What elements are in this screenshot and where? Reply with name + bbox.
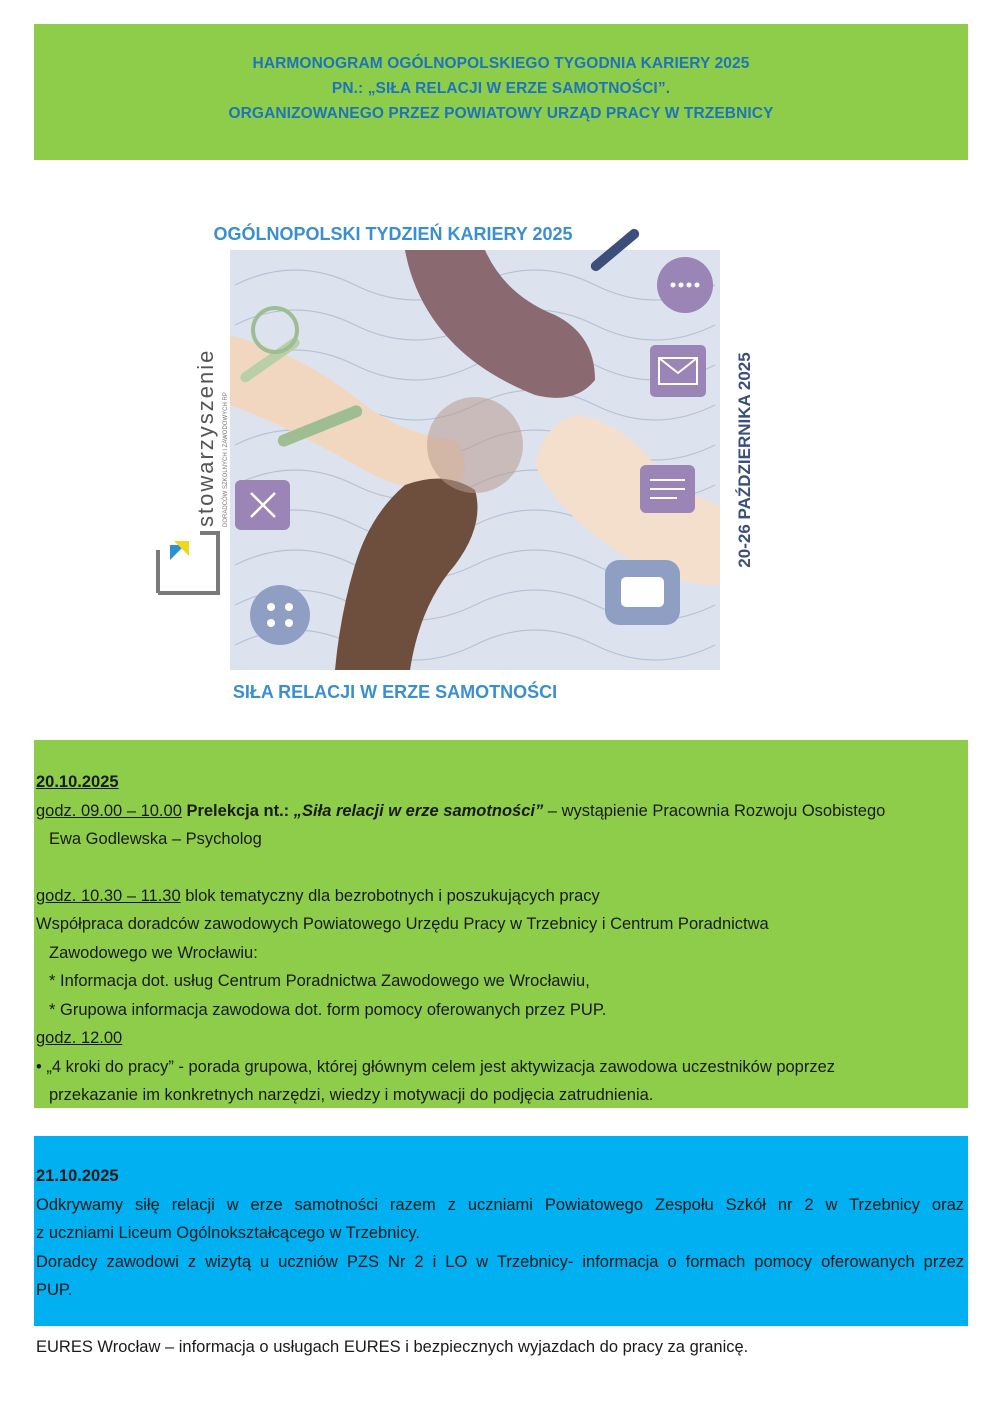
day2-section bbox=[34, 1136, 968, 1356]
day2-p1-line2: z uczniami Liceum Ogólnokształcącego w Trzebnicy. bbox=[36, 1224, 420, 1242]
dice-bubble-icon bbox=[250, 585, 310, 645]
header-banner bbox=[34, 24, 968, 160]
logo-subtitle: DORADCÓW SZKOLNYCH I ZAWODOWYCH RP bbox=[223, 392, 229, 527]
day1-event1-time: godz. 09.00 – 10.00 bbox=[36, 801, 182, 820]
day1-event2 bbox=[36, 882, 964, 911]
header-title-line-3: ORGANIZOWANEGO PRZEZ POWIATOWY URZĄD PRACY W TRZEBNICY bbox=[228, 105, 774, 122]
header-title-line-1: HARMONOGRAM OGÓLNOPOLSKIEGO TYGODNIA KARIERY 2025 bbox=[252, 55, 750, 72]
day1-event1-desc: – wystąpienie Pracownia Rozwoju Osobistego bbox=[543, 801, 886, 820]
poster-bottom-title: SIŁA RELACJI W ERZE SAMOTNOŚCI bbox=[232, 682, 558, 702]
speech-bubble-text-icon bbox=[640, 465, 695, 513]
day1-event3-time: godz. 12.00 bbox=[36, 1029, 123, 1047]
day1-event2-time: godz. 10.30 – 11.30 bbox=[36, 886, 181, 905]
speech-bubble-dots-icon bbox=[657, 257, 713, 313]
day2-p3: EURES Wrocław – informacja o usługach EURES i bezpiecznych wyjazdach do pracy za granicę. bbox=[36, 1337, 749, 1356]
day1-event2-line2: Współpraca doradców zawodowych Powiatowego Urzędu Pracy w Trzebnicy i Centrum Poradnictwa bbox=[36, 915, 769, 933]
day1-event2-line3: Zawodowego we Wrocławiu: bbox=[49, 943, 258, 962]
day2-p2-line1: Doradcy zawodowi z wizytą u uczniów PZS Nr 2 i LO w Trzebnicy- informacja o formach pomocy oferowanych przez bbox=[36, 1252, 964, 1271]
association-logo bbox=[158, 349, 229, 593]
day1-event2-item1: * Informacja dot. usług Centrum Poradnictwa Zawodowego we Wrocławiu, bbox=[49, 972, 590, 990]
poster-side-dates: 20-26 PAŹDZIERNIKA 2025 bbox=[735, 352, 754, 568]
day1-event1-speaker: Ewa Godlewska – Psycholog bbox=[49, 830, 262, 848]
day2-p2-line2: PUP. bbox=[36, 1281, 73, 1299]
poster-graphic bbox=[155, 205, 760, 715]
day1-event3-line1: • „4 kroki do pracy” - porada grupowa, której głównym celem jest aktywizacja zawodowa uczestników poprzez bbox=[36, 1057, 836, 1076]
chat-bubble-icon bbox=[605, 560, 680, 625]
envelope-icon bbox=[650, 345, 706, 397]
poster-top-title: OGÓLNOPOLSKI TYDZIEŃ KARIERY 2025 bbox=[213, 224, 573, 244]
day1-event1-title: „Siła relacji w erze samotności” bbox=[293, 801, 544, 820]
day1-event2-desc: blok tematyczny dla bezrobotnych i poszukujących pracy bbox=[180, 886, 600, 905]
logo-name: stowarzyszenie bbox=[193, 348, 218, 527]
day2-date: 21.10.2025 bbox=[36, 1167, 119, 1185]
day1-date: 20.10.2025 bbox=[36, 773, 119, 791]
day1-event3-line2: przekazanie im konkretnych narzędzi, wiedzy i motywacji do podjęcia zatrudnienia. bbox=[49, 1086, 654, 1104]
day2-p1-line1: Odkrywamy siłę relacji w erze samotności razem z uczniami Powiatowego Zespołu Szkół nr 2 w Trzebnicy oraz bbox=[36, 1195, 964, 1214]
day1-event1 bbox=[36, 797, 964, 826]
day1-event2-item2: * Grupowa informacja zawodowa dot. form pomocy oferowanych przez PUP. bbox=[49, 1000, 607, 1019]
clasped-hands bbox=[427, 397, 523, 493]
header-title-line-2: PN.: „SIŁA RELACJI W ERZE SAMOTNOŚCI”. bbox=[331, 80, 671, 97]
day1-event1-label: Prelekcja nt.: bbox=[181, 801, 294, 820]
day1-section bbox=[34, 740, 968, 1108]
event-poster bbox=[155, 205, 760, 715]
x-bubble-icon bbox=[235, 480, 290, 530]
